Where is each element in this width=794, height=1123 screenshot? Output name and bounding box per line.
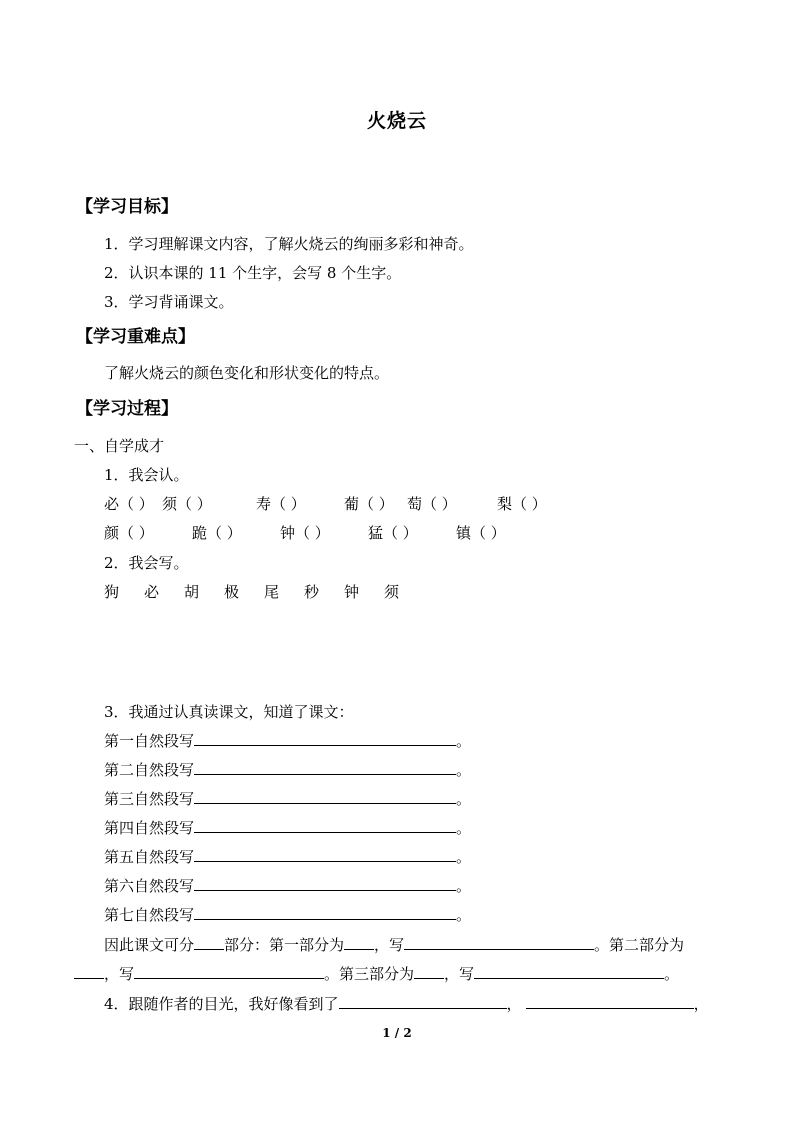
read-item: 葡（ ） bbox=[344, 495, 394, 513]
paragraph-line-2 bbox=[104, 759, 471, 780]
goal-item-1: 1．学习理解课文内容，了解火烧云的绚丽多彩和神奇。 bbox=[104, 235, 474, 253]
goal-item-2: 2．认识本课的 11 个生字，会写 8 个生字。 bbox=[104, 264, 402, 282]
read-item: 镇（ ） bbox=[456, 524, 506, 542]
paragraph-line-1 bbox=[104, 730, 471, 751]
page-number: 1 / 2 bbox=[382, 1026, 412, 1040]
text: ，写 bbox=[444, 965, 475, 983]
paragraph-prefix: 第三自然段写 bbox=[104, 790, 195, 808]
goals-heading: 【学习目标】 bbox=[76, 197, 178, 217]
text: 部分：第一部分为 bbox=[224, 936, 345, 954]
answer-blank[interactable] bbox=[194, 876, 456, 891]
answer-blank[interactable] bbox=[414, 964, 444, 979]
period: 。 bbox=[456, 906, 472, 924]
process-heading: 【学习过程】 bbox=[76, 399, 178, 419]
text: 因此课文可分 bbox=[104, 936, 195, 954]
write-char: 钟 bbox=[344, 583, 360, 601]
paragraph-prefix: 第一自然段写 bbox=[104, 732, 195, 750]
answer-blank[interactable] bbox=[194, 935, 224, 950]
period: 。 bbox=[456, 848, 472, 866]
answer-blank[interactable] bbox=[194, 847, 456, 862]
read-item: 必（ ） bbox=[104, 495, 154, 513]
answer-blank[interactable] bbox=[194, 905, 456, 920]
answer-blank[interactable] bbox=[344, 935, 374, 950]
read-item: 梨（ ） bbox=[497, 495, 547, 513]
q4-line bbox=[104, 993, 709, 1014]
period: 。 bbox=[456, 761, 472, 779]
read-item: 萄（ ） bbox=[407, 495, 457, 513]
answer-blank[interactable] bbox=[194, 789, 456, 804]
parts-line-2 bbox=[74, 963, 679, 984]
read-item: 猛（ ） bbox=[368, 524, 418, 542]
write-char: 极 bbox=[224, 583, 240, 601]
paragraph-prefix: 第二自然段写 bbox=[104, 761, 195, 779]
paragraph-line-5 bbox=[104, 846, 471, 867]
period: 。 bbox=[456, 819, 472, 837]
answer-blank[interactable] bbox=[404, 935, 594, 950]
paragraph-line-6 bbox=[104, 875, 471, 896]
answer-blank[interactable] bbox=[339, 994, 507, 1009]
text: ，写 bbox=[374, 936, 405, 954]
q4-label: 4．跟随作者的目光，我好像看到了 bbox=[104, 995, 339, 1013]
paragraph-prefix: 第四自然段写 bbox=[104, 819, 195, 837]
comma: ， bbox=[693, 995, 709, 1013]
paragraph-line-4 bbox=[104, 817, 471, 838]
answer-blank[interactable] bbox=[134, 964, 324, 979]
q3-label: 3．我通过认真读课文，知道了课文： bbox=[104, 703, 354, 721]
page-title: 火烧云 bbox=[366, 110, 427, 132]
answer-blank[interactable] bbox=[526, 994, 694, 1009]
part1-title: 一、自学成才 bbox=[74, 437, 165, 455]
read-item: 钟（ ） bbox=[280, 524, 330, 542]
read-item: 颜（ ） bbox=[104, 524, 154, 542]
parts-line-1 bbox=[104, 934, 684, 955]
read-item: 寿（ ） bbox=[256, 495, 306, 513]
key-points-heading: 【学习重难点】 bbox=[76, 327, 195, 347]
paragraph-line-7 bbox=[104, 904, 471, 925]
write-char: 胡 bbox=[184, 583, 200, 601]
q1-label: 1．我会认。 bbox=[104, 466, 189, 484]
write-char: 尾 bbox=[264, 583, 280, 601]
period: 。 bbox=[456, 877, 472, 895]
answer-blank[interactable] bbox=[474, 964, 664, 979]
read-item: 须（ ） bbox=[162, 495, 212, 513]
answer-blank[interactable] bbox=[194, 818, 456, 833]
paragraph-line-3 bbox=[104, 788, 471, 809]
key-points-text: 了解火烧云的颜色变化和形状变化的特点。 bbox=[104, 364, 390, 382]
text: 。第二部分为 bbox=[594, 936, 685, 954]
text: 。第三部分为 bbox=[324, 965, 415, 983]
write-char: 秒 bbox=[304, 583, 320, 601]
period: 。 bbox=[456, 732, 472, 750]
answer-blank[interactable] bbox=[194, 760, 456, 775]
write-char: 须 bbox=[384, 583, 400, 601]
paragraph-prefix: 第五自然段写 bbox=[104, 848, 195, 866]
period: 。 bbox=[456, 790, 472, 808]
q2-label: 2．我会写。 bbox=[104, 554, 189, 572]
answer-blank[interactable] bbox=[74, 964, 104, 979]
answer-blank[interactable] bbox=[194, 731, 456, 746]
paragraph-prefix: 第七自然段写 bbox=[104, 906, 195, 924]
read-item: 跪（ ） bbox=[192, 524, 242, 542]
comma: ， bbox=[506, 995, 522, 1013]
write-char: 必 bbox=[144, 583, 160, 601]
write-char: 狗 bbox=[104, 583, 120, 601]
text: 。 bbox=[664, 965, 680, 983]
paragraph-prefix: 第六自然段写 bbox=[104, 877, 195, 895]
text: ，写 bbox=[104, 965, 135, 983]
goal-item-3: 3．学习背诵课文。 bbox=[104, 293, 234, 311]
